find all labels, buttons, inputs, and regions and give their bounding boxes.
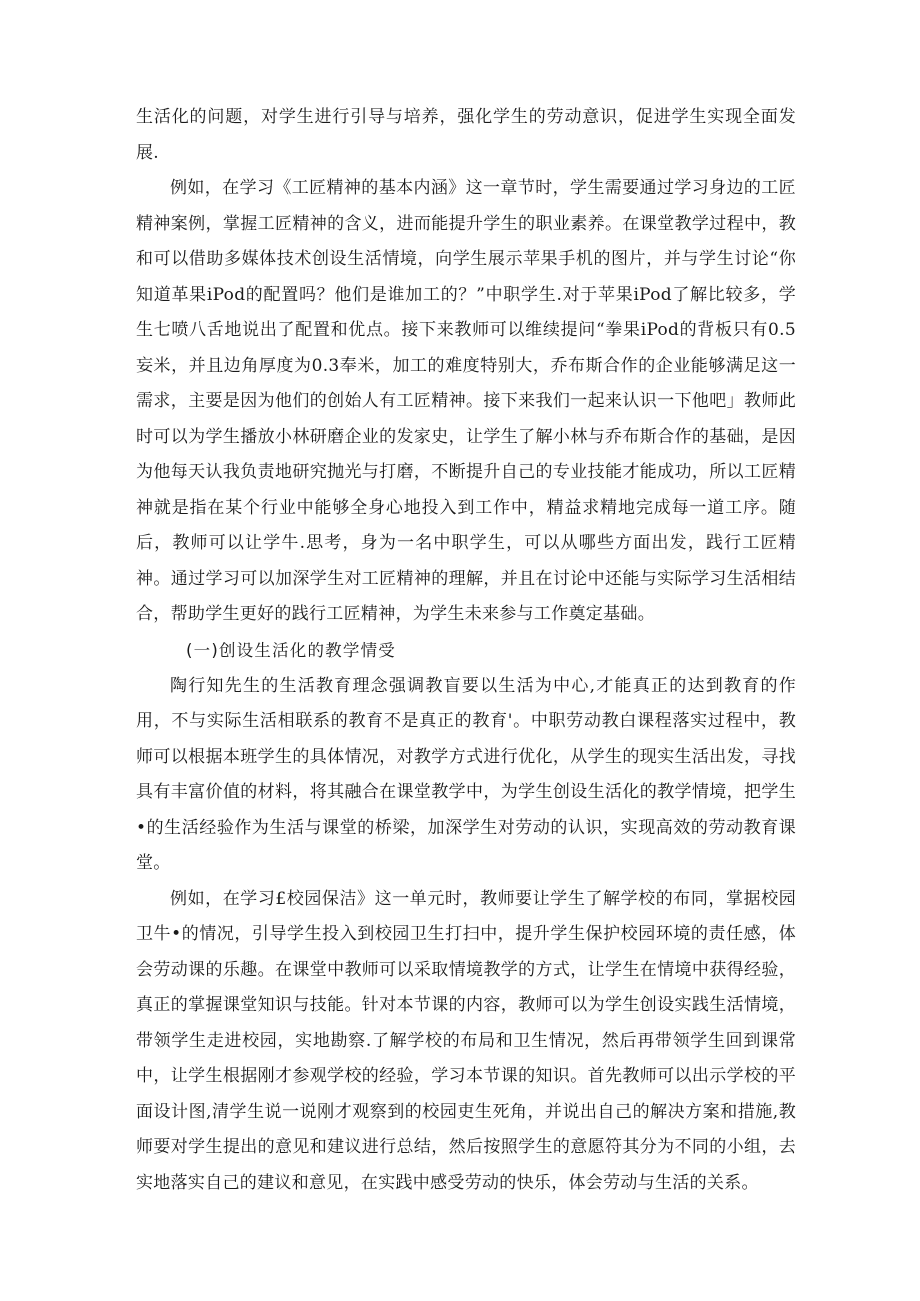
document-body [136, 100, 796, 1201]
section-heading: (一)创设生活化的教学情受 [186, 640, 396, 660]
paragraph-campus-cleaning-example: 例如，在学习£校园保洁》这一单元时，教师要让学生了解学校的布同，掌据校园卫牛•的情况，引导学生投入到校园卫生打扫中，提升学生保护校园环境的责任感，体会劳动课的乐趣。在课堂中教师可以采取情境教学的方式，让学生在情境中获得经验，真正的掌握课堂知识与技能。针对本节课的内容，教师可以为学生创设实践生活情境，带领学生走进校园，实地勘察.了解学校的布局和卫生情况，然后再带领学生回到课常中，让学生根据刚才参观学校的经验，学习本节课的知识。首先教师可以出示学校的平面设计图,清学生说一说刚才观察到的校园吏生死角，并说出自己的解决方案和措施,教师要对学生提出的意见和建议进行总结，然后按照学生的意愿符其分为不同的小组，去实地落实自己的建议和意见，在实践中感受劳动的快乐，体会劳动与生活的关系。 [136, 888, 796, 1193]
paragraph-craftsman-example: 例如，在学习《工匠精神的基本内涵》这一章节时，学生需要通过学习身边的工匠精神案例，掌握工匠精神的含义，进而能提升学生的职业素养。在课堂教学过程中，教和可以借助多媒体技术创设生活情境，向学生展示苹果手机的图片，并与学生讨论“你知道革果iPod的配置吗？他们是谁加工的？”中职学生.对于苹果iPod了解比较多，学生七喷八舌地说出了配置和优点。接下来教师可以维续提问“拳果iPod的背板只有0.5妄米，并且边角厚度为0.3奉米，加工的难度特别大，乔布斯合作的企业能够满足这一需求，主要是因为他们的创始人有工匠精神。接下来我们一起来认识一下他吧」教师此时可以为学生播放小林研磨企业的发家史，让学生了解小林与乔布斯合作的基础，是因为他每天认我负责地研究抛光与打磨，不断提升自己的专业技能才能成功，所以工匠精神就是指在某个行业中能够全身心地投入到工作中，精益求精地完成每一道工序。随后，教师可以让学牛.思考，身为一名中职学生，可以从哪些方面出发，践行工匠精神。通过学习可以加深学生对工匠精神的理解，并且在讨论中还能与实际学习生活相结合，帮助学生更好的践行工匠精神，为学生未来参与工作奠定基础。 [136, 178, 796, 624]
paragraph-continuation: 生活化的问题，对学生进行引导与培养，强化学生的劳动意识，促进学生实现全面发展. [136, 107, 796, 163]
paragraph-life-education: 陶行知先生的生活教育理念强调教盲要以生活为中心,才能真正的达到教育的作用，不与实际生活相联系的教育不是真正的教育'。中职劳动教白课程落实过程中，教师可以根据本班学生的具体情况，对教学方式进行优化，从学生的现实生活出发，寻找具有丰富价值的材料，将其融合在课堂教学中，为学生创设生活化的教学情境，把学生•的生活经验作为生活与课堂的桥梁，加深学生对劳动的认识，实现高效的劳动教育课堂。 [136, 675, 796, 873]
